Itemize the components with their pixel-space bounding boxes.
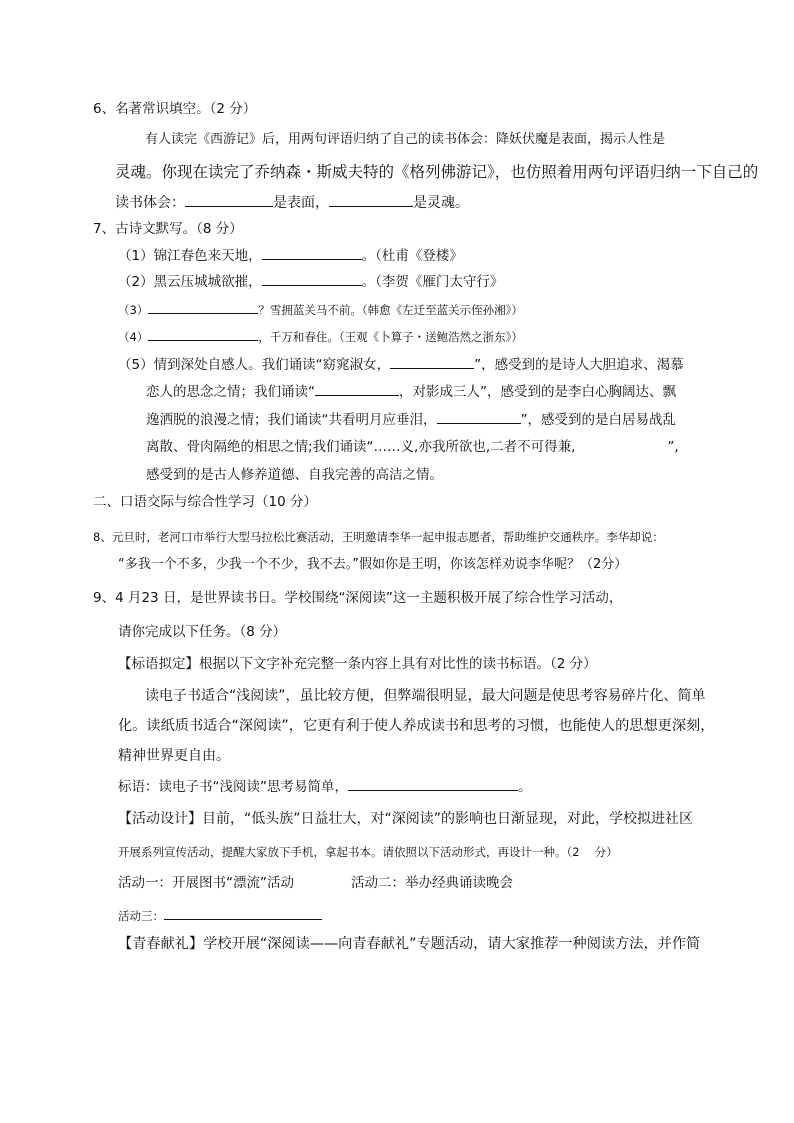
q9-line1: 9、4 月23 日，是世界读书日。学校围绕“深阅读”这一主题积极开展了综合性学习活动， [93,590,623,606]
q7-item2-source: 。（李贺《雁门太守行》 [361,274,504,290]
q9-activity-3-label: 活动三： [118,909,164,923]
q6-title: 6、名著常识填空。（2 分） [93,101,257,117]
q7-item5-line2-a: 恋人的思念之情；我们诵读“ [146,384,315,400]
slogan-answer-blank[interactable] [348,778,518,791]
q9-passage-line3: 精神世界更自由。 [118,748,230,764]
q9-slogan-suffix: 。 [518,779,532,795]
q7-item4-text: ，千万和春住。（王观《卜算子・送鲍浩然之浙东》） [258,330,523,344]
q7-item5-line1-b: ”，感受到的是诗人大胆追求、渴慕 [474,357,684,373]
activity-answer-blank[interactable] [164,907,322,920]
answer-blank[interactable] [437,411,521,424]
q7-item3-text: ？雪拥蓝关马不前。（韩愈《左迁至蓝关示侄孙湘》） [258,303,523,317]
q7-title: 7、古诗文默写。（8 分） [93,221,243,237]
q8-line2: “多我一个不多，少我一个不少，我不去。”假如你是王明，你该怎样劝说李华呢？（2分） [118,557,628,572]
q7-item1 [118,247,463,264]
answer-blank[interactable] [329,194,413,207]
q7-item5-line4-a: 离散、骨肉隔绝的相思之情;我们诵读“……义,亦我所欲也,二者不可得兼, [146,439,576,455]
q8-line1: 8、元旦时，老河口市举行大型马拉松比赛活动，王明邀请李华一起申报志愿者，帮助维护交通秩序。李华却说： [93,530,664,544]
q7-item1-source: 。（杜甫《登楼》 [361,248,463,264]
answer-blank[interactable] [185,194,273,207]
q6-line3-mid: 是表面， [273,195,329,211]
q9-slogan-task: 【标语拟定】根据以下文字补充完整一条内容上具有对比性的读书标语。（2 分） [118,656,597,672]
answer-blank[interactable] [390,356,474,369]
q7-item5-line3-b: ”，感受到的是白居易战乱 [520,412,676,428]
q7-item3-num: （3） [118,303,149,317]
q9-activity-task-line2: 开展系列宣传活动，提醒大家放下手机，拿起书本。请依照以下活动形式，再设计一种。（2 分） [118,845,618,859]
answer-blank[interactable] [262,273,362,286]
q9-slogan [118,778,532,795]
q7-item5-line3-a: 逸洒脱的浪漫之情；我们诵读“共看明月应垂泪， [146,412,437,428]
q7-item5-line2-b: ，对影成三人”，感受到的是李白心胸阔达、飘 [399,384,676,400]
section-2-title: 二、口语交际与综合性学习（10 分） [93,494,317,510]
q9-activity-3 [118,907,322,924]
q9-activity-2: 活动二：举办经典诵读晚会 [351,875,513,891]
q7-item5-line2 [146,383,676,400]
q6-line3-prefix: 读书体会： [115,195,185,211]
q6-line3-suffix: 是灵魂。 [413,195,469,211]
q7-item5-line5: 感受到的是古人修养道德、自我完善的高洁之情。 [146,467,443,483]
q9-activity-task: 【活动设计】目前，“低头族”日益壮大，对“深阅读”的影响也日渐显现，对此，学校拟进社区 [118,811,694,827]
q9-youth-task: 【青春献礼】学校开展“深阅读——向青春献礼”专题活动，请大家推荐一种阅读方法，并作简 [118,936,701,952]
q7-item5-line1 [118,356,684,373]
q9-line2: 请你完成以下任务。（8 分） [118,624,287,640]
q7-item4-num: （4） [118,330,149,344]
answer-blank[interactable] [148,328,258,341]
q7-item1-text: （1）锦江春色来天地， [118,248,262,264]
q9-slogan-prefix: 标语：读电子书“浅阅读”思考易简单， [118,779,348,795]
q7-item4 [118,328,523,345]
q6-line2: 灵魂。你现在读完了乔纳森・斯威夫特的《格列佛游记》，也仿照着用两句评语归纳一下自己的 [115,163,759,181]
q9-passage-line2: 化。读纸质书适合“深阅读”，它更有利于使人养成读书和思考的习惯，也能使人的思想更深刻， [118,718,715,734]
q9-activity-1: 活动一：开展图书“漂流”活动 [118,875,294,891]
q7-item5-line4-b: ”, [667,439,679,455]
q7-item2-text: （2）黑云压城城欲摧， [118,274,262,290]
q7-item3 [118,301,523,318]
q7-item5-line1-a: （5）情到深处自感人。我们诵读“窈窕淑女， [118,357,391,373]
q9-passage-line1: 读电子书适合“浅阅读”，虽比较方便，但弊端很明显，最大问题是使思考容易碎片化、简单 [145,688,706,704]
q6-line3 [115,194,469,211]
q7-item2 [118,273,503,290]
answer-blank[interactable] [315,383,399,396]
q7-item5-line4 [146,439,679,455]
answer-blank[interactable] [262,247,362,260]
q6-line1: 有人读完《西游记》后，用两句评语归纳了自己的读书体会：降妖伏魔是表面，揭示人性是 [145,132,666,147]
answer-blank[interactable] [148,301,258,314]
q7-item5-line3 [146,411,676,428]
